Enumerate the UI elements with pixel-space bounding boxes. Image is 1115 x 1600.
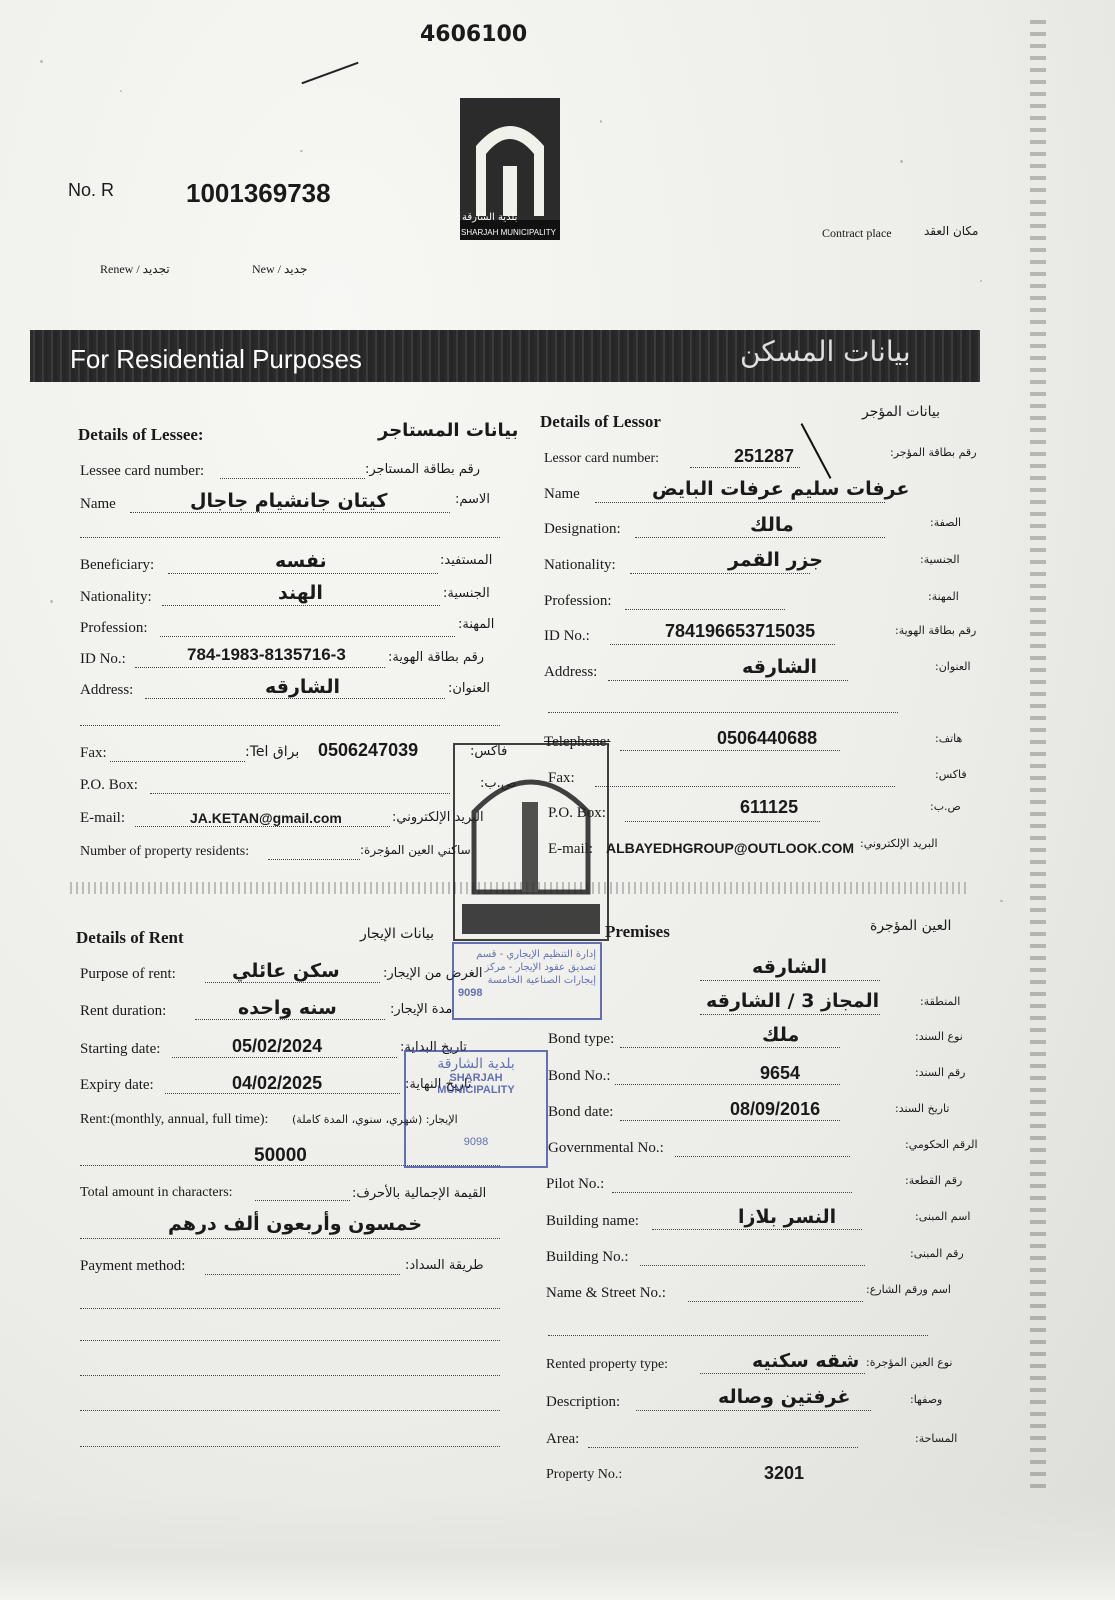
premises-desc-label-ar: وصفها:	[910, 1393, 943, 1406]
premises-building-no-label: Building No.:	[546, 1249, 629, 1265]
lessee-name-value: كيتان جانشيام جاجال	[190, 490, 388, 512]
stamp1-text: إدارة التنظيم الإيجاري - قسم تصديق عقود الإيجار - مركز إيجارات الصناعية الخامسة	[476, 949, 596, 986]
lessee-address-value: الشارقه	[265, 676, 341, 698]
premises-property-no-value: 3201	[764, 1463, 805, 1483]
lessee-address-field-2	[80, 725, 500, 726]
rent-amount-label: Rent:(monthly, annual, full time):	[80, 1112, 269, 1127]
lessor-name-label: Name	[544, 486, 580, 502]
premises-area-label-ar: المنطقة:	[920, 995, 961, 1008]
premises-desc-field	[636, 1410, 871, 1411]
lessee-nationality-value: الهند	[278, 582, 323, 604]
premises-building-no-label-ar: رقم المبنى:	[910, 1247, 964, 1260]
rent-duration-value: سنه واحده	[238, 997, 337, 1019]
lessee-section-title-ar: بيانات المستاجر	[378, 420, 519, 441]
premises-building-name-field	[652, 1229, 862, 1230]
stamp2-text-en: SHARJAH MUNICIPALITY	[437, 1072, 515, 1096]
rent-purpose-label-ar: الغرض من الإيجار:	[383, 966, 483, 981]
lessee-name-label-ar: الاسم:	[455, 492, 490, 507]
lessor-section-title: Details of Lessor	[540, 412, 661, 431]
premises-bond-date-field	[620, 1120, 840, 1121]
lessor-pobox-value: 611125	[740, 797, 799, 817]
contract-no-label: No. R	[68, 180, 115, 200]
lessor-designation-label: Designation:	[544, 521, 621, 537]
lessor-card-value: 251287	[734, 446, 795, 466]
premises-bond-type-label: Bond type:	[548, 1031, 615, 1047]
premises-type-label-ar: نوع العين المؤجرة:	[866, 1356, 953, 1369]
new-label: New / جديد	[252, 262, 308, 276]
lessor-id-label: ID No.:	[544, 628, 590, 644]
rent-section-title-ar: بيانات الإيجار	[360, 926, 435, 942]
contract-place-ar: مكان العقد	[924, 224, 979, 238]
premises-bond-type-value: ملك	[762, 1024, 800, 1046]
rent-payment-label: Payment method:	[80, 1258, 186, 1274]
rent-payment-label-ar: طريقة السداد:	[405, 1258, 484, 1273]
contract-number: 1001369738	[186, 178, 331, 208]
lessor-profession-field	[625, 609, 785, 610]
lessee-residents-label: Number of property residents:	[80, 844, 250, 859]
stamp2-text-ar: بلدية الشارقة	[437, 1056, 515, 1072]
premises-bond-no-value: 9654	[760, 1063, 801, 1083]
premises-street-field-2	[548, 1335, 928, 1336]
premises-area-sq-label-ar: المساحة:	[915, 1432, 958, 1445]
rent-duration-field	[195, 1019, 385, 1020]
lessee-residents-field	[268, 859, 360, 860]
premises-plot-field	[612, 1192, 852, 1193]
premises-type-value: شقه سكنيه	[752, 1350, 860, 1372]
premises-plot-label: Pilot No.:	[546, 1176, 605, 1192]
premises-emirate-field	[700, 980, 880, 981]
lessee-nationality-label-ar: الجنسية:	[443, 586, 490, 601]
lessee-beneficiary-field	[168, 573, 438, 574]
lessor-address-label: Address:	[544, 664, 598, 680]
lessor-address-value: الشارقه	[742, 656, 818, 678]
lessor-pobox-label: P.O. Box:	[548, 805, 606, 821]
lessee-pobox-field	[150, 793, 450, 794]
lessee-name-field	[130, 512, 450, 513]
scan-noise	[600, 120, 602, 123]
lessee-profession-label: Profession:	[80, 620, 148, 636]
premises-bond-no-label: Bond No.:	[548, 1068, 611, 1084]
lessor-designation-value: مالك	[750, 514, 794, 536]
premises-gov-label: Governmental No.:	[548, 1140, 664, 1156]
lessor-designation-field	[635, 537, 885, 538]
lessee-tel-value: 0506247039	[318, 740, 419, 760]
lessor-telephone-label: Telephone:	[544, 734, 611, 750]
rent-payment-line-5	[80, 1446, 500, 1447]
rent-total-field-2	[80, 1238, 500, 1239]
premises-desc-value: غرفتين وصاله	[718, 1386, 851, 1408]
rent-payment-line-1	[80, 1308, 500, 1309]
top-handwritten-number: 4606100	[420, 22, 528, 47]
lessor-nationality-label: Nationality:	[544, 557, 616, 573]
lessor-address-field	[608, 680, 848, 681]
rent-total-field	[255, 1200, 350, 1201]
tenancy-approval-stamp	[452, 942, 602, 1020]
lessee-address-label: Address:	[80, 682, 134, 698]
rent-total-label: Total amount in characters:	[80, 1185, 233, 1200]
lessor-email-label-ar: البريد الإلكتروني:	[860, 837, 938, 850]
rent-amount-label-ar: الإيجار: (شهري، سنوي، المدة كاملة)	[292, 1113, 458, 1126]
lessee-profession-field	[160, 636, 455, 637]
lessee-section-title: Details of Lessee:	[78, 425, 204, 444]
lessee-beneficiary-label-ar: المستفيد:	[440, 553, 493, 568]
lessor-card-label-ar: رقم بطاقة المؤجر:	[890, 446, 977, 459]
lessor-pobox-label-ar: ص.ب:	[930, 800, 961, 813]
rent-start-value: 05/02/2024	[232, 1036, 323, 1056]
lessee-fax-label: Fax:	[80, 745, 107, 761]
premises-gov-label-ar: الرقم الحكومي:	[905, 1138, 978, 1151]
rent-duration-label: Rent duration:	[80, 1003, 167, 1019]
lessee-pobox-label: P.O. Box:	[80, 777, 138, 793]
lessor-section-title-ar: بيانات المؤجر	[862, 404, 941, 420]
lessee-id-label-ar: رقم بطاقة الهوية:	[388, 650, 485, 665]
lessor-address-label-ar: العنوان:	[935, 660, 971, 673]
premises-bond-date-label-ar: تاريخ السند:	[895, 1102, 950, 1115]
lessee-pobox-label-ar: ص.ب:	[480, 776, 517, 791]
lessee-email-field	[135, 826, 390, 827]
scan-noise	[40, 60, 43, 63]
lessor-name-value: عرفات سليم عرفات البايض	[652, 478, 910, 500]
renew-label: Renew / تجديد	[100, 262, 170, 276]
scan-noise	[1000, 900, 1003, 902]
lessee-email-label: E-mail:	[80, 810, 125, 826]
pen-stroke	[301, 62, 358, 84]
scan-noise	[120, 90, 122, 92]
lessee-nationality-label: Nationality:	[80, 589, 152, 605]
stamp1-code: 9098	[458, 987, 483, 999]
rent-start-label-ar: تاريخ البداية:	[400, 1040, 467, 1055]
scan-noise	[300, 150, 303, 152]
lessor-telephone-label-ar: هاتف:	[935, 732, 963, 745]
premises-area-field	[700, 1014, 880, 1015]
premises-bond-no-field	[615, 1084, 840, 1085]
lessor-name-field	[595, 502, 885, 503]
rent-purpose-value: سكن عائلي	[232, 960, 340, 982]
premises-area-value: المجاز 3 / الشارقه	[706, 990, 880, 1012]
lessee-card-label: Lessee card number:	[80, 463, 205, 479]
lessor-pobox-field	[625, 821, 820, 822]
rent-expiry-label: Expiry date:	[80, 1077, 154, 1093]
premises-gov-field	[675, 1156, 850, 1157]
logo-text-en: SHARJAH MUNICIPALITY	[461, 228, 556, 237]
banner-title-ar: بيانات المسكن	[740, 335, 911, 368]
premises-type-label: Rented property type:	[546, 1357, 669, 1372]
rent-payment-line-3	[80, 1375, 500, 1376]
premises-desc-label: Description:	[546, 1394, 621, 1410]
lessor-email-label: E-mail:	[548, 841, 593, 857]
lessee-id-value: 784-1983-8135716-3	[187, 645, 346, 664]
premises-area-sq-label: Area:	[546, 1431, 580, 1447]
premises-building-name-label: Building name:	[546, 1213, 639, 1229]
premises-property-no-label: Property No.:	[546, 1467, 623, 1482]
scan-noise	[900, 160, 903, 163]
lessor-nationality-field	[630, 573, 810, 574]
premises-street-label: Name & Street No.:	[546, 1285, 666, 1301]
rent-purpose-label: Purpose of rent:	[80, 966, 176, 982]
premises-building-name-value: النسر بلازا	[738, 1206, 837, 1228]
lessee-name-label: Name	[80, 496, 116, 512]
lessor-fax-label: Fax:	[548, 770, 575, 786]
lessor-nationality-label-ar: الجنسية:	[920, 553, 960, 566]
lessee-id-field	[135, 667, 385, 668]
lessee-address-label-ar: العنوان:	[448, 681, 491, 696]
rent-expiry-label-ar: تاريخ النهاية:	[405, 1077, 472, 1092]
premises-plot-label-ar: رقم القطعة:	[905, 1174, 963, 1187]
lessee-fax-field	[110, 761, 245, 762]
premises-street-label-ar: اسم ورقم الشارع:	[866, 1283, 951, 1296]
lessee-address-field	[145, 698, 445, 699]
premises-emirate-value: الشارقه	[752, 956, 828, 978]
lessor-card-label: Lessor card number:	[544, 451, 660, 466]
scan-edge	[1030, 20, 1046, 1490]
rent-duration-label-ar: مدة الإيجار:	[390, 1002, 453, 1017]
lessee-name-field-2	[80, 537, 500, 538]
lessee-nationality-field	[162, 605, 440, 606]
lessee-email-value: JA.KETAN@gmail.com	[190, 810, 342, 826]
premises-street-field	[688, 1301, 863, 1302]
lessee-profession-label-ar: المهنة:	[458, 617, 495, 632]
premises-building-name-label-ar: اسم المبنى:	[915, 1210, 971, 1223]
lessee-card-label-ar: رقم بطاقة المستاجر:	[365, 462, 480, 477]
lessor-id-field	[610, 644, 835, 645]
scan-shadow	[0, 1495, 1115, 1600]
lessor-telephone-value: 0506440688	[717, 728, 818, 748]
rent-start-field	[172, 1057, 397, 1058]
rent-start-label: Starting date:	[80, 1041, 161, 1057]
lessee-fax-label-ar: فاكس:	[470, 744, 508, 759]
premises-type-field	[700, 1373, 865, 1374]
lessee-card-field	[220, 478, 365, 479]
banner-title-en: For Residential Purposes	[70, 344, 362, 374]
pen-mark	[801, 423, 832, 479]
lessee-residents-label-ar: ساكني العين المؤجرة:	[360, 843, 471, 857]
rent-amount-value: 50000	[254, 1145, 307, 1166]
logo-text-ar: بلدية الشارقة	[462, 212, 518, 223]
premises-bond-date-value: 08/09/2016	[730, 1099, 821, 1119]
municipality-stamp-logo	[452, 742, 610, 942]
lessee-id-label: ID No.:	[80, 651, 126, 667]
scan-noise	[50, 600, 53, 603]
premises-bond-no-label-ar: رقم السند:	[915, 1066, 966, 1079]
rent-expiry-value: 04/02/2025	[232, 1073, 323, 1093]
rent-purpose-field	[205, 982, 380, 983]
lessor-nationality-value: جزر القمر	[728, 549, 823, 571]
lessor-id-value: 784196653715035	[665, 621, 816, 641]
premises-bond-date-label: Bond date:	[548, 1104, 614, 1120]
lessee-tel-label: براق Tel:	[245, 744, 300, 760]
lessor-telephone-field	[620, 750, 840, 751]
premises-section-title: Premises	[605, 922, 670, 941]
lessee-beneficiary-label: Beneficiary:	[80, 557, 155, 573]
stamp2-code: 9098	[463, 1136, 489, 1148]
lessee-beneficiary-value: نفسه	[275, 550, 327, 572]
lessor-card-field	[690, 467, 800, 468]
lessor-id-label-ar: رقم بطاقة الهوية:	[895, 624, 977, 637]
premises-bond-type-label-ar: نوع السند:	[915, 1030, 963, 1043]
lessor-email-value: ALBAYEDHGROUP@OUTLOOK.COM	[606, 840, 855, 856]
premises-building-no-field	[640, 1265, 865, 1266]
lessor-fax-field	[595, 786, 895, 787]
lessor-designation-label-ar: الصفة:	[930, 516, 962, 529]
premises-section-title-ar: العين المؤجرة	[870, 918, 952, 934]
scan-noise	[980, 280, 982, 282]
rent-payment-field	[205, 1274, 400, 1275]
premises-bond-type-field	[620, 1047, 840, 1048]
municipality-blue-stamp	[404, 1050, 548, 1168]
lessor-address-field-2	[548, 712, 898, 713]
lessor-profession-label-ar: المهنة:	[928, 590, 959, 603]
rent-payment-line-2	[80, 1340, 500, 1341]
rent-total-value: خمسون وأربعون ألف درهم	[168, 1213, 423, 1235]
lessor-fax-label-ar: فاكس:	[935, 768, 967, 781]
rent-total-label-ar: القيمة الإجمالية بالأحرف:	[352, 1186, 487, 1201]
lessee-email-label-ar: البريد الإلكتروني:	[392, 810, 484, 825]
lessor-profession-label: Profession:	[544, 593, 612, 609]
rent-section-title: Details of Rent	[76, 928, 184, 947]
premises-area-sq-field	[588, 1447, 858, 1448]
rent-payment-line-4	[80, 1410, 500, 1411]
contract-place-label: Contract place	[822, 226, 892, 240]
